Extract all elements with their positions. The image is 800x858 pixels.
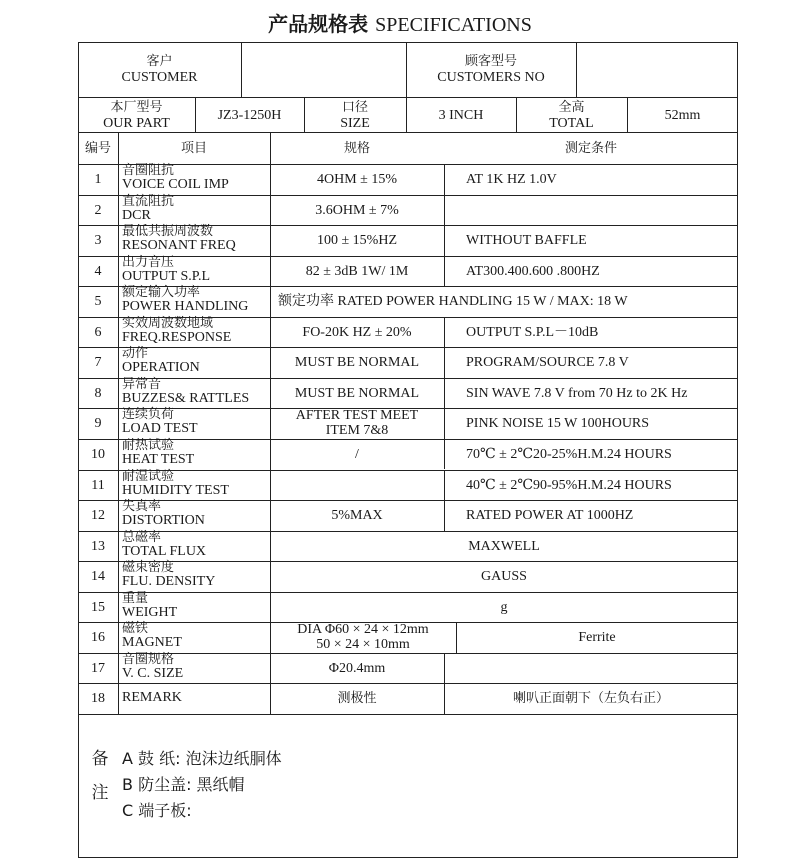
row-item [122, 500, 205, 528]
row-number: 5 [94, 294, 102, 310]
row-item-en: DISTORTION [122, 513, 205, 529]
row-number: 9 [94, 416, 102, 432]
size-value: 3 INCH [438, 108, 484, 123]
row-item-cn: 直流阻抗 [122, 193, 175, 209]
row-item-cn: 重量 [122, 590, 149, 606]
row-condition: 40℃ ± 2℃90-95%H.M.24 HOURS [466, 477, 672, 493]
row-number: 15 [91, 599, 105, 615]
row-item [122, 378, 249, 406]
row-item [122, 317, 231, 345]
row-item [122, 531, 206, 559]
row-item [122, 592, 177, 620]
our-part-value: JZ3-1250H [217, 108, 282, 123]
note-line-c: C 端子板: [122, 801, 192, 820]
row-spec [270, 408, 444, 438]
row-number: 17 [91, 660, 105, 676]
total-label: 全高 TOTAL [549, 100, 594, 131]
row-item-cn: 失真率 [122, 499, 162, 515]
row-item-cn: 出力音压 [122, 254, 175, 270]
row-item-en: MAGNET [122, 635, 182, 651]
row-item-en: RESONANT FREQ [122, 238, 236, 254]
note-line-b: B 防尘盖: 黑纸帽 [122, 775, 245, 794]
row-condition: PROGRAM/SOURCE 7.8 V [466, 355, 629, 371]
row-item [122, 164, 229, 192]
row-spec-line: ITEM 7&8 [325, 423, 389, 439]
row-number: 11 [91, 477, 105, 493]
row-item-cn: 音圈阻抗 [122, 163, 175, 178]
row-condition: OUTPUT S.P.L－10dB [466, 324, 599, 340]
row-item-en: DCR [122, 207, 151, 223]
row-item-cn: 耐热试验 [122, 437, 175, 453]
row-spec: 测极性 [337, 691, 377, 707]
row-spec-line: DIA Φ60 × 24 × 12mm [297, 622, 429, 638]
row-item-cn: 磁束密度 [122, 560, 175, 576]
row-item-cn: 连续负荷 [122, 407, 175, 423]
row-condition: RATED POWER AT 1000HZ [466, 508, 634, 524]
size-label: 口径 SIZE [340, 100, 370, 131]
row-number: 10 [91, 446, 105, 462]
row-item [122, 195, 174, 223]
row-number: 14 [91, 569, 105, 585]
row-item-cn: 异常音 [122, 376, 162, 392]
col-divider-no [118, 132, 119, 714]
row-condition: 喇叭正面朝下（左负右正） [512, 691, 669, 707]
row-item-en: WEIGHT [122, 604, 178, 620]
row-spec: MAXWELL [468, 538, 540, 554]
row-spec: GAUSS [481, 569, 527, 585]
our-part-label: 本厂型号 OUR PART [103, 100, 170, 131]
row-item [122, 256, 210, 284]
row-item-en: FREQ.RESPONSE [122, 329, 232, 345]
notes-label: 备 注 [91, 749, 109, 803]
row-item [122, 439, 194, 467]
row-spec: g [500, 599, 508, 615]
row-spec: 3.6OHM ± 7% [315, 202, 399, 218]
row-item [122, 653, 183, 681]
row-item-en: VOICE COIL IMP [122, 177, 229, 192]
row-item-en: OUTPUT S.P.L [122, 268, 211, 284]
row-spec: 额定功率 RATED POWER HANDLING 15 W / MAX: 18 W [278, 294, 628, 310]
row-spec: Φ20.4mm [328, 660, 386, 676]
col-header-condition: 测定条件 [564, 141, 617, 156]
col-header-spec: 规格 [343, 141, 370, 156]
row-item-en: OPERATION [122, 360, 200, 376]
row-item [122, 622, 182, 650]
col-divider-item [270, 132, 271, 714]
row-item-en: HUMIDITY TEST [122, 482, 229, 498]
row-item-en: POWER HANDLING [122, 299, 249, 315]
row-number: 4 [94, 263, 102, 279]
row-item [122, 691, 182, 705]
row-spec: 100 ± 15%HZ [316, 233, 397, 249]
row-item [122, 470, 229, 498]
row-item-en: TOTAL FLUX [122, 543, 207, 559]
row-item-cn: 最低共振周波数 [122, 224, 214, 240]
notes-content [122, 746, 282, 824]
row-spec: 4OHM ± 15% [316, 172, 397, 187]
row-number: 7 [94, 355, 102, 371]
row-item-en: V. C. SIZE [122, 665, 184, 681]
note-line-a: A 鼓 纸: 泡沫边纸胴体 [122, 749, 282, 768]
row-number: 16 [91, 630, 105, 646]
row-item-en: LOAD TEST [122, 421, 198, 437]
row-spec-line: AFTER TEST MEET [295, 408, 419, 424]
row-spec: FO-20K HZ ± 20% [302, 324, 412, 340]
row-item-en: FLU. DENSITY [122, 574, 216, 590]
total-value: 52mm [664, 108, 701, 123]
row-number: 1 [94, 172, 102, 187]
row-number: 18 [91, 691, 105, 707]
row-item [122, 347, 200, 375]
row-spec: 5%MAX [331, 508, 383, 524]
row-condition: AT 1K HZ 1.0V [466, 172, 557, 187]
col-header-no: 编号 [84, 141, 111, 156]
title-en: SPECIFICATIONS [375, 14, 532, 36]
row-condition: Ferrite [578, 630, 616, 646]
row-number: 6 [94, 324, 102, 340]
row-spec: MUST BE NORMAL [294, 355, 420, 371]
row-condition: WITHOUT BAFFLE [466, 233, 587, 249]
row-number: 8 [94, 385, 102, 401]
row-item-cn: 动作 [122, 346, 149, 362]
row-item-cn: 实效周波数地域 [122, 315, 214, 331]
row-spec: MUST BE NORMAL [294, 385, 420, 401]
row-number: 2 [94, 202, 102, 218]
spec-sheet [78, 42, 738, 858]
row-condition: 70℃ ± 2℃20-25%H.M.24 HOURS [466, 446, 672, 462]
row-item-cn: 音圈规格 [122, 651, 175, 667]
col-header-item: 项目 [180, 141, 207, 156]
customers-no-label: 顾客型号 CUSTOMERS NO [437, 54, 545, 85]
row-condition: SIN WAVE 7.8 V from 70 Hz to 2K Hz [466, 385, 688, 401]
row-item-en: HEAT TEST [122, 451, 195, 467]
row-number: 12 [91, 508, 105, 524]
row-number: 13 [91, 538, 105, 554]
title-cn: 产品规格表 [268, 12, 369, 36]
page-title [0, 8, 800, 37]
row-spec: 82 ± 3dB 1W/ 1M [305, 263, 409, 279]
row-spec [270, 622, 456, 652]
row-item-en: REMARK [122, 690, 182, 706]
row-spec: / [355, 446, 359, 462]
row-condition: PINK NOISE 15 W 100HOURS [466, 416, 650, 432]
row-item [122, 225, 236, 253]
row-number: 3 [94, 233, 102, 249]
customer-label: 客户 CUSTOMER [121, 54, 198, 85]
row-item [122, 408, 198, 436]
row-item-en: BUZZES& RATTLES [122, 390, 250, 406]
row-item [122, 561, 215, 589]
row-condition: AT300.400.600 .800HZ [466, 263, 600, 279]
row-item-cn: 额定输入功率 [122, 285, 201, 301]
row-item-cn: 总磁率 [122, 529, 162, 545]
row-item-cn: 磁铁 [122, 621, 149, 637]
row-spec-line: 50 × 24 × 10mm [316, 637, 410, 653]
row-item [122, 286, 248, 314]
row-item-cn: 耐湿试验 [122, 468, 175, 484]
